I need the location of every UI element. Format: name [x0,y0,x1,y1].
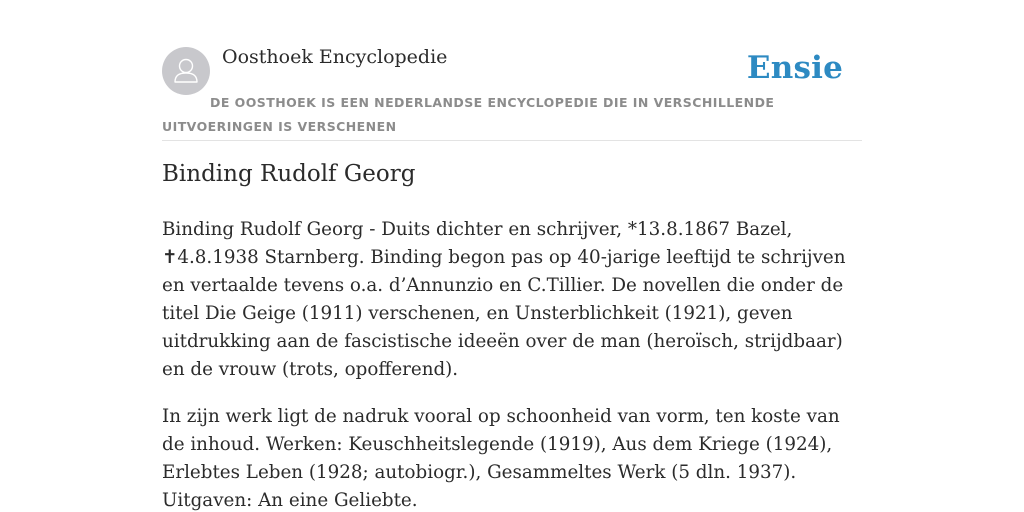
article-paragraph-2: In zijn werk ligt de nadruk vooral op schoonheid van vorm, ten koste van de inhoud. Werken: Keuschheitslegende (1919), Aus dem Kriege (1924), Erlebtes Leben (1928; autobiogr.), Gesammeltes Werk (5 dln. 1937). Uitgaven: An eine Geliebte. [162,406,840,511]
user-avatar-icon[interactable] [162,47,210,95]
avatar-person-icon [162,47,210,95]
site-tagline: DE OOSTHOEK IS EEN NEDERLANDSE ENCYCLOPEDIE DIE IN VERSCHILLENDE UITVOERINGEN IS VERSCHENEN [162,95,775,134]
article-title: Binding Rudolf Georg [162,161,416,187]
article-paragraph-1: Binding Rudolf Georg - Duits dichter en schrijver, *13.8.1867 Bazel, ✝4.8.1938 Starnberg. Binding begon pas op 40-jarige leeftijd te schrijven en vertaalde tevens o.a. d’Annunzio en C.Tillier. De novellen die onder de titel Die Geige (1911) verschenen, en Unsterblichkeit (1921), geven uitdrukking aan de fascistische ideeën over de man (heroïsch, strijdbaar) en de vrouw (trots, opofferend). [162,219,846,380]
site-title[interactable]: Oosthoek Encyclopedie [222,46,448,68]
site-header [162,40,862,141]
ensie-logo-link[interactable]: Ensie [746,50,843,86]
